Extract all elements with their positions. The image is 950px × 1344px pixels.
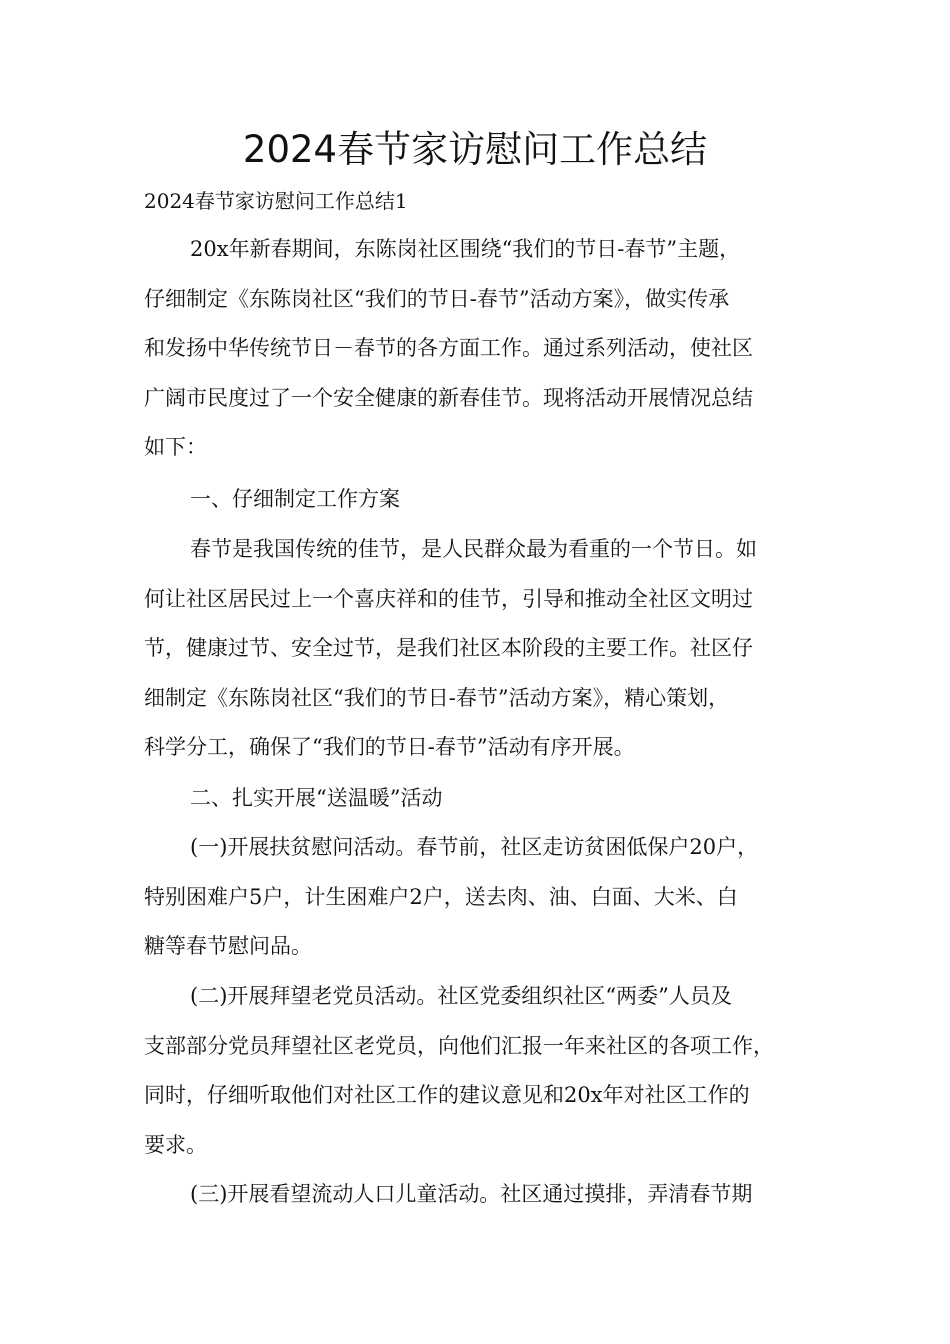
text-line: 细制定《东陈岗社区“我们的节日-春节”活动方案》，精心策划，	[144, 685, 730, 710]
document-subtitle: 2024春节家访慰问工作总结1	[144, 189, 408, 213]
text-line: 仔细制定《东陈岗社区“我们的节日-春节”活动方案》，做实传承	[144, 286, 730, 311]
text-line: 何让社区居民过上一个喜庆祥和的佳节，引导和推动全社区文明过	[144, 586, 753, 611]
text-line: 和发扬中华传统节日－春节的各方面工作。通过系列活动，使社区	[144, 336, 753, 360]
text-line: 科学分工，确保了“我们的节日-春节”活动有序开展。	[144, 735, 635, 759]
section-heading-1: 一、仔细制定工作方案	[190, 487, 400, 511]
paragraph-2	[144, 823, 809, 972]
text-line: 糖等春节慰问品。	[144, 934, 312, 958]
text-line: 特别困难户5户，计生困难户2户，送去肉、油、白面、大米、白	[144, 884, 738, 909]
text-line: (二)开展拜望老党员活动。社区党委组织社区“两委”人员及	[190, 984, 732, 1008]
text-line: 节，健康过节、安全过节，是我们社区本阶段的主要工作。社区仔	[144, 636, 753, 660]
text-line: 20x年新春期间，东陈岗社区围绕“我们的节日-春节”主题，	[190, 237, 741, 261]
text-line: 同时，仔细听取他们对社区工作的建议意见和20x年对社区工作的	[144, 1083, 750, 1107]
paragraph-4	[144, 1170, 809, 1220]
document-title: 2024春节家访慰问工作总结	[242, 128, 708, 171]
paragraph-intro	[144, 225, 809, 473]
text-line: 支部部分党员拜望社区老党员，向他们汇报一年来社区的各项工作，	[144, 1033, 774, 1058]
text-line: 要求。	[144, 1132, 207, 1157]
paragraph-1	[144, 525, 809, 773]
text-line: 春节是我国传统的佳节，是人民群众最为看重的一个节日。如	[190, 537, 757, 561]
paragraph-3	[144, 972, 809, 1170]
text-line: (一)开展扶贫慰问活动。春节前，社区走访贫困低保户20户，	[190, 835, 759, 859]
text-line: 如下：	[144, 435, 207, 459]
text-line: (三)开展看望流动人口儿童活动。社区通过摸排，弄清春节期	[190, 1182, 753, 1206]
text-line: 广阔市民度过了一个安全健康的新春佳节。现将活动开展情况总结	[144, 385, 753, 410]
section-heading-2: 二、扎实开展“送温暖”活动	[190, 786, 443, 810]
